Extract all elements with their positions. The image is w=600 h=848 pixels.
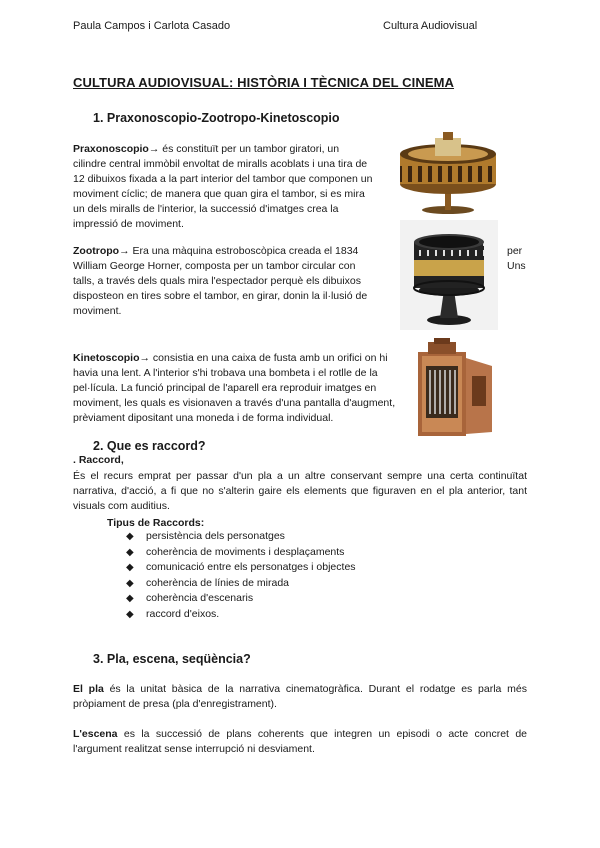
zootrope-line: William George Horner, composta per un tambor circular con [73,260,356,272]
praxinoscope-line: moviment cíclic; de manera que quan gira el tambor, si es mira [73,188,365,200]
praxinoscope-paragraph [73,142,403,232]
zootrope-line2-right: Uns [507,260,526,272]
raccord-subheading: . Raccord, [73,454,124,466]
zootrope-line: moviment. [73,305,122,317]
kinetoscope-line: havia una lent. A l'interior s'hi trobava una bombeta i el rotlle de la [73,367,378,379]
list-item: ◆ raccord d'eixos. [126,607,356,623]
list-item: ◆ comunicació entre els personatges i objectes [126,560,356,576]
escena-text: es la successió de plans coherents que integren un episodi o acte concret de l'argument realitzat sense interrupció ni desviament. [73,728,527,755]
zootrope-line1-right: per [507,245,523,257]
praxinoscope-term: Praxonoscopio→ [73,143,160,155]
section3-heading: 3. Pla, escena, seqüència? [93,652,251,666]
kinetoscope-line: consistia en una caixa de fusta amb un orifici on hi [150,352,388,364]
escena-paragraph [73,727,527,757]
header-authors: Paula Campos i Carlota Casado [73,20,231,32]
kinetoscope-paragraph [73,351,403,426]
kinetoscope-image [414,336,496,438]
header-subject: Cultura Audiovisual [383,20,478,32]
praxinoscope-line: 12 dibuixos fixada a la part interior del tambor que componen un [73,173,373,185]
page-title: CULTURA AUDIOVISUAL: HISTÒRIA I TÈCNICA DEL CINEMA [73,75,455,90]
raccord-types-title: Tipus de Raccords: [107,517,205,529]
list-item: ◆ coherència de moviments i desplaçaments [126,545,356,561]
section2-heading: 2. Que es raccord? [93,439,206,453]
section1-heading: 1. Praxonoscopio-Zootropo-Kinetoscopio [93,111,340,125]
pla-term: El pla [73,683,104,695]
kinetoscope-line: prèviament dipositant una moneda i de forma individual. [73,412,334,424]
zootrope-line: talls, a través dels quals mira l'espectador perquè els dibuixos [73,275,361,287]
list-item: ◆ coherència d'escenaris [126,591,356,607]
zootrope-image [400,220,498,330]
praxinoscope-line: impressió de moviment. [73,218,184,230]
pla-text: és la unitat bàsica de la narrativa cinematogràfica. Durant el rodatge es parla més pròpiament de presa (pla d'enregistrament). [73,683,527,710]
zootrope-line: disposteon en tires sobre el tambor, en girar, donin la il·lusió de [73,290,368,302]
zootrope-line: Era una màquina estroboscòpica creada el 1834 [129,245,359,257]
praxinoscope-image [385,130,511,216]
kinetoscope-line: moviment, les quals es visionaven a través d'una pantalla d'augment, [73,397,396,409]
kinetoscope-term: Kinetoscopio→ [73,352,151,364]
praxinoscope-line: un dels miralls de l'interior, la successió d'imatges crea la [73,203,339,215]
kinetoscope-line: pel·lícula. La funció principal de l'aparell era reproduir imatges en [73,382,377,394]
praxinoscope-line: és constituït per un tambor giratori, un [159,143,340,155]
raccord-paragraph: És el recurs emprat per passar d'un pla a un altre conservant sempre una certa continuïtat narrativa, d'acció, a fi que no s'alterin gaire els elements que figuraven en el pla anterior, tant visuals com auditius. [73,470,527,512]
list-item: ◆ persistència dels personatges [126,529,356,545]
list-item: ◆ coherència de línies de mirada [126,576,356,592]
praxinoscope-line: cilindre central immòbil envoltat de miralls acoblats i una tira de [73,158,368,170]
escena-term: L'escena [73,728,118,740]
pla-paragraph [73,682,527,712]
zootrope-term: Zootropo→ [73,245,130,257]
raccord-types-list [126,529,356,623]
